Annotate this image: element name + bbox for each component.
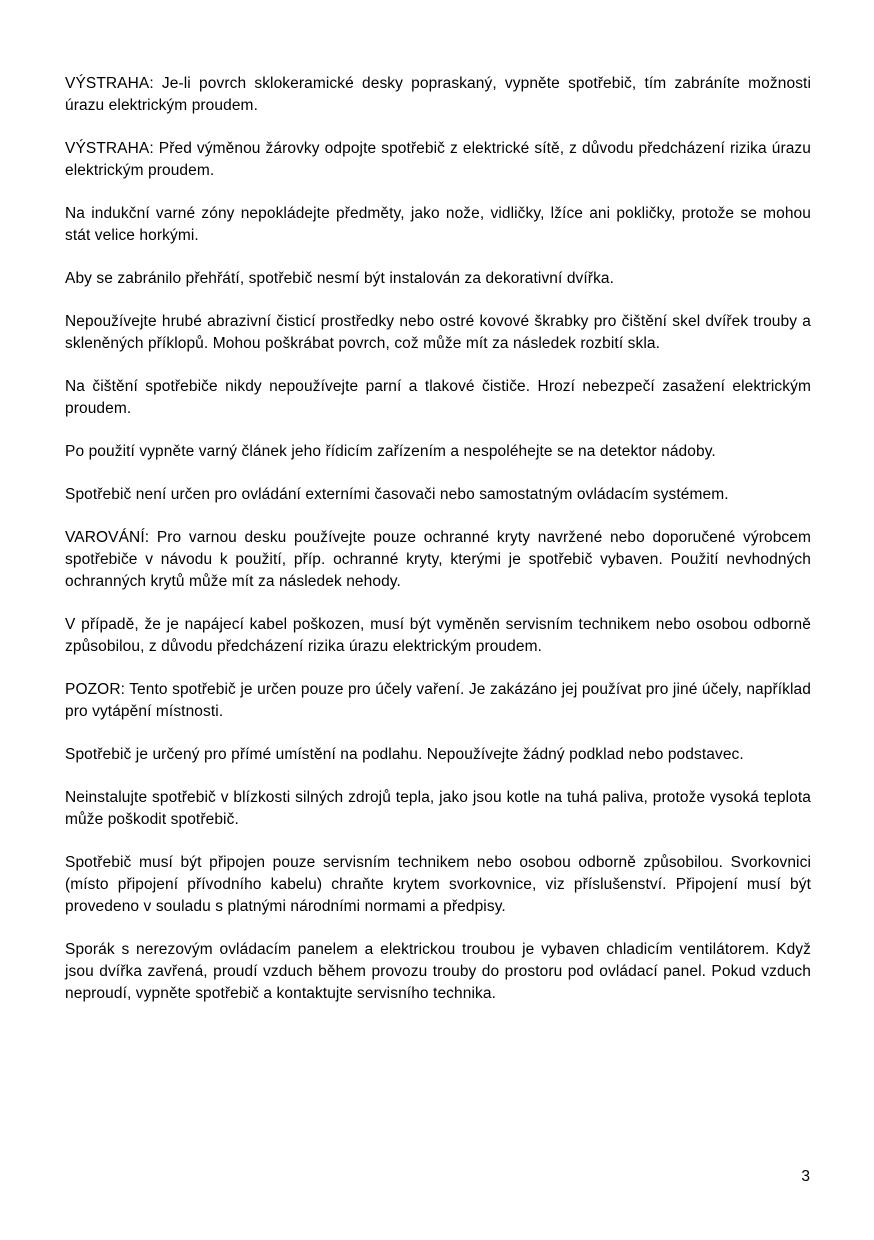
paragraph-abrasive-cleaners: Nepoužívejte hrubé abrazivní čisticí prostředky nebo ostré kovové škrabky pro čištění skel dvířek trouby a skleněných příklopů. Mohou poškrábat povrch, což může mít za následek rozbití skla.	[65, 313, 811, 352]
paragraph-cooling-fan: Sporák s nerezovým ovládacím panelem a elektrickou troubou je vybaven chladicím ventilátorem. Když jsou dvířka zavřená, proudí vzduch během provozu trouby do prostoru pod ovládací panel. Pokud vzduch neproudí, vypněte spotřebič a kontaktujte servisního technika.	[65, 941, 811, 1002]
page-number: 3	[801, 1168, 810, 1185]
paragraph-switch-off-after-use: Po použití vypněte varný článek jeho řídicím zařízením a nespoléhejte se na detektor nádoby.	[65, 443, 716, 460]
paragraph-warning-bulb-replacement: VÝSTRAHA: Před výměnou žárovky odpojte spotřebič z elektrické sítě, z důvodu předcházení rizika úrazu elektrickým proudem.	[65, 140, 811, 179]
paragraph-terminal-connection: Spotřebič musí být připojen pouze servisním technikem nebo osobou odborně způsobilou. Svorkovnici (místo připojení přívodního kabelu) chraňte krytem svorkovnice, viz příslušenství. Připojení musí být provedeno v souladu s platnými národními normami a předpisy.	[65, 854, 811, 915]
paragraph-steam-cleaners: Na čištění spotřebiče nikdy nepoužívejte parní a tlakové čističe. Hrozí nebezpečí zasažení elektrickým proudem.	[65, 378, 811, 417]
page-body-text	[65, 73, 811, 1026]
paragraph-external-timers: Spotřebič není určen pro ovládání externími časovači nebo samostatným ovládacím systémem.	[65, 486, 729, 503]
paragraph-damaged-cable: V případě, že je napájecí kabel poškozen, musí být vyměněn servisním technikem nebo osobou odborně způsobilou, z důvodu předcházení rizika úrazu elektrickým proudem.	[65, 616, 811, 655]
paragraph-decorative-door: Aby se zabránilo přehřátí, spotřebič nesmí být instalován za dekorativní dvířka.	[65, 270, 615, 287]
paragraph-caution-cooking-only: POZOR: Tento spotřebič je určen pouze pro účely vaření. Je zakázáno jej používat pro jiné účely, například pro vytápění místnosti.	[65, 681, 811, 720]
paragraph-heat-sources: Neinstalujte spotřebič v blízkosti silných zdrojů tepla, jako jsou kotle na tuhá paliva, protože vysoká teplota může poškodit spotřebič.	[65, 789, 811, 828]
paragraph-warning-hob-guards: VAROVÁNÍ: Pro varnou desku používejte pouze ochranné kryty navržené nebo doporučené výrobcem spotřebiče v návodu k použití, příp. ochranné kryty, kterými je spotřebič vybaven. Použití nevhodných ochranných krytů může mít za následek nehody.	[65, 529, 811, 590]
paragraph-floor-placement: Spotřebič je určený pro přímé umístění na podlahu. Nepoužívejte žádný podklad nebo podstavec.	[65, 746, 744, 763]
paragraph-warning-cracked-surface: VÝSTRAHA: Je-li povrch sklokeramické desky popraskaný, vypněte spotřebič, tím zabráníte možnosti úrazu elektrickým proudem.	[65, 75, 811, 114]
paragraph-induction-zones: Na indukční varné zóny nepokládejte předměty, jako nože, vidličky, lžíce ani pokličky, protože se mohou stát velice horkými.	[65, 205, 811, 244]
